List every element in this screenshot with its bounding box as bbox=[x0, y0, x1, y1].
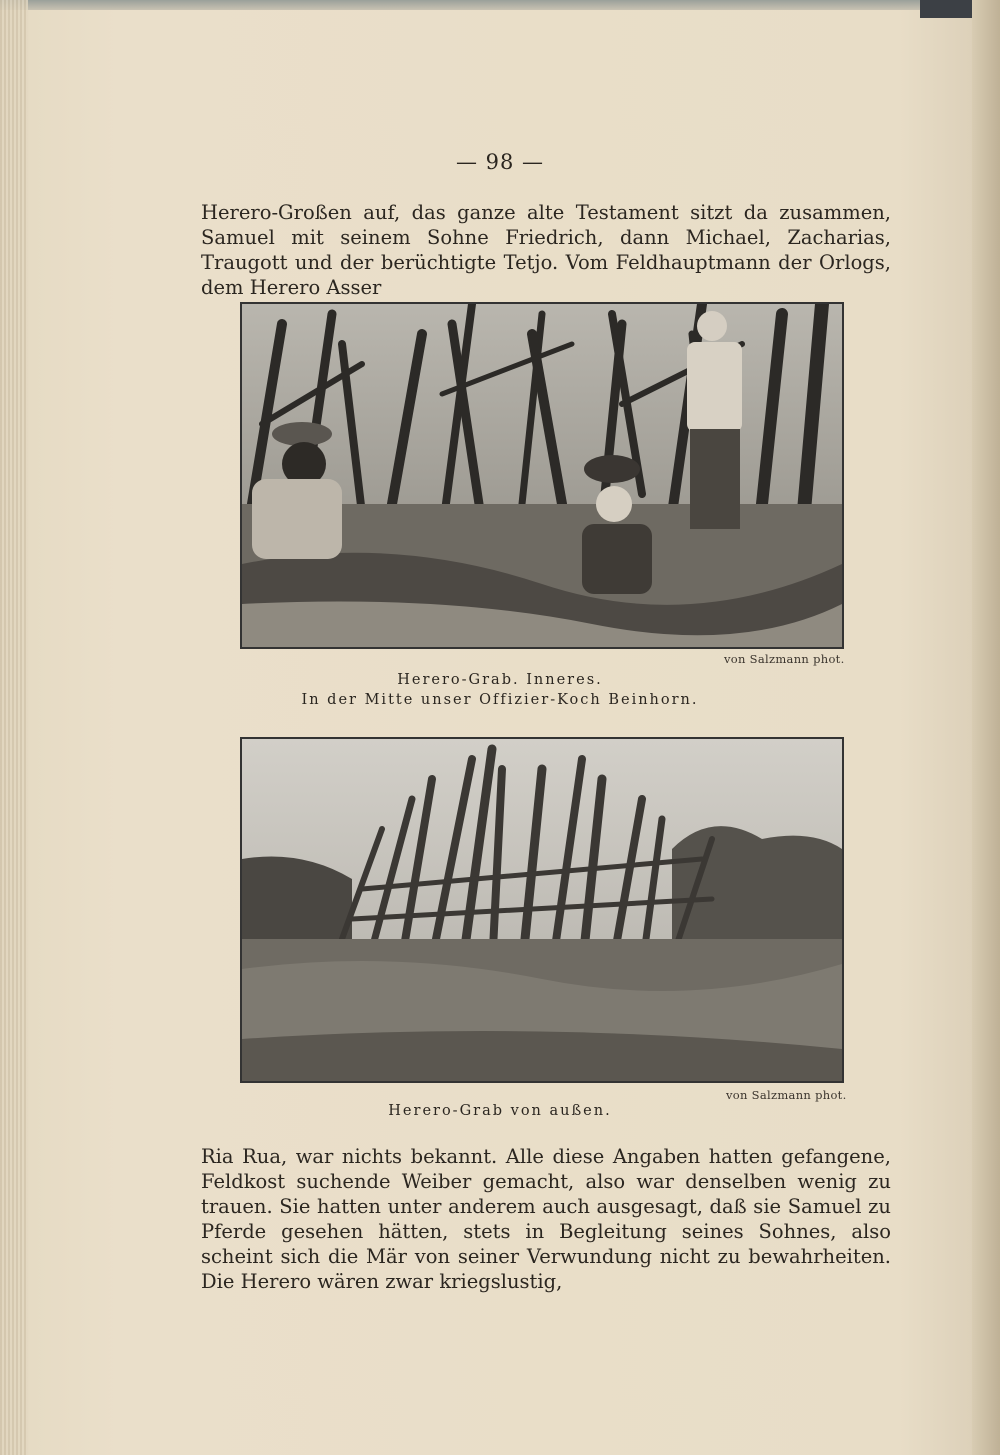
photo-grave-interior-image bbox=[242, 304, 842, 647]
figure1-caption-line2: In der Mitte unser Offizier-Koch Beinhorn. bbox=[301, 692, 699, 708]
figure1-credit: von Salzmann phot. bbox=[724, 652, 845, 666]
page-stack-left-edge bbox=[0, 0, 28, 1455]
photo-grave-exterior bbox=[240, 737, 844, 1083]
figure2-caption-line1: Herero-Grab von außen. bbox=[388, 1103, 612, 1119]
figure1-caption bbox=[0, 670, 1000, 710]
bottom-paragraph-text: Ria Rua, war nichts bekannt. Alle diese Angaben hatten gefangene, Feldkost suchende Weiber gemacht, also war denselben wenig zu trauen. Sie hatten unter anderem auch ausgesagt, daß sie Samuel zu Pferde gesehen hätten, stets in Begleitung seines Sohnes, also scheint sich die Mär von seiner Verwundung nicht zu bewahrheiten. Die Herero wären zwar kriegslustig, bbox=[201, 1145, 891, 1293]
page-number: — 98 — bbox=[455, 150, 545, 174]
figure2-caption bbox=[0, 1101, 1000, 1121]
photo-grave-exterior-image bbox=[242, 739, 842, 1081]
page-right-edge bbox=[972, 0, 1000, 1455]
photo-grave-interior bbox=[240, 302, 844, 649]
figure2-credit: von Salzmann phot. bbox=[726, 1088, 847, 1102]
top-paragraph bbox=[201, 200, 891, 300]
top-paragraph-text: Herero-Großen auf, das ganze alte Testament sitzt da zusammen, Samuel mit seinem Sohne Friedrich, dann Michael, Zacharias, Traugott und der berüchtigte Tetjo. Vom Feldhauptmann der Orlogs, dem Herero Asser bbox=[201, 201, 891, 299]
figure1-caption-line1: Herero-Grab. Inneres. bbox=[397, 672, 603, 688]
page-top-edge bbox=[0, 0, 1000, 10]
bottom-paragraph bbox=[201, 1144, 891, 1294]
